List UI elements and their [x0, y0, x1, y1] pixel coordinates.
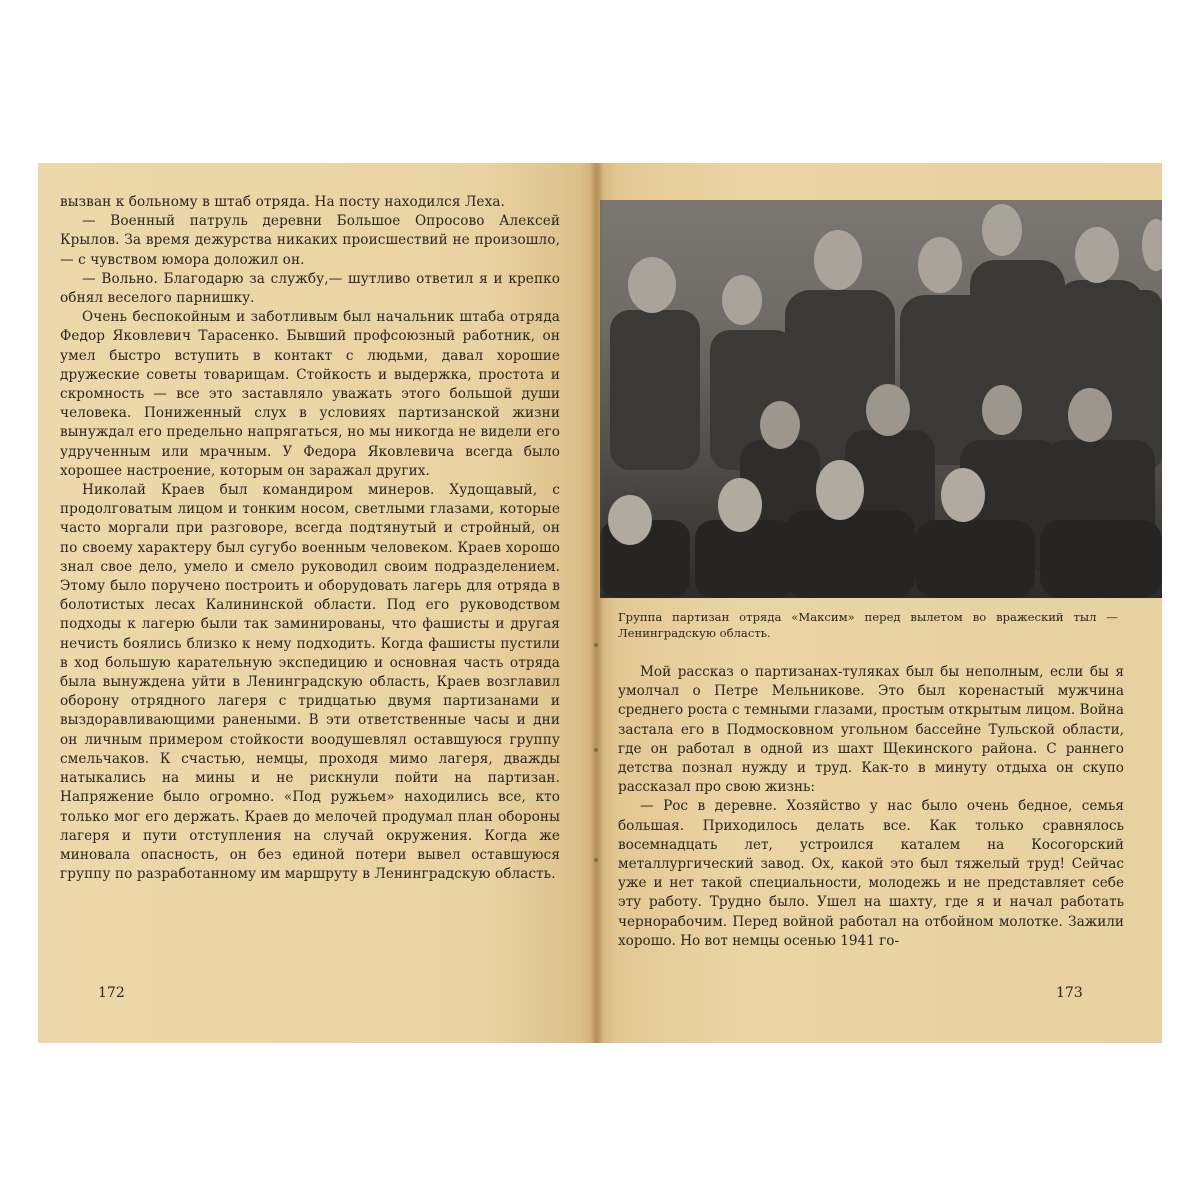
paragraph: — Рос в деревне. Хозяйство у нас было очень бедное, семья большая. Приходилось делать все. Как только сравнялось восемнадцать лет, устроился каталем на Косогорский металлургический завод. Ох, какой это был тяжелый труд! Сейчас уже и нет такой специальности, молодежь и не представляет себе эту работу. Трудно было. Ушел на шахту, где я и начал работать чернорабочим. Перед войной работал на отбойном молотке. Зажили хорошо. Но вот немцы осенью 1941 го-	[618, 798, 1124, 949]
page-number-left: 172	[98, 985, 125, 1001]
paragraph: Николай Краев был командиром минеров. Худощавый, с продолговатым лицом и тонким носом, светлыми глазами, которые часто моргали при разговоре, всегда подтянутый и стройный, он по своему характеру был сугубо военным человеком. Краев хорошо знал свое дело, умело и смело руководил своим подразделением. Этому было поручено построить и оборудовать лагерь для отряда в болотистых лесах Калининской области. Под его руководством подходы к лагерю были так заминированы, что фашисты и другая нечисть боялись близко к нему подходить. Когда фашисты пустили в ход большую карательную экспедицию и основная часть отряда была вынуждена уйти в Ленинградскую область, Краев возглавил оборону отрядного лагеря с тридцатью двумя партизанами и выздоравливающими ранеными. В эти ответственные часы и дни он личным примером стойкости воодушевлял оставшуюся группу смельчаков. К счастью, немцы, проходя мимо лагеря, дважды натыкались на мины и не рискнули пойти на партизан. Напряжение было огромно. «Под ружьем» находились все, кто только мог его держать. Краев до мелочей продумал план обороны лагеря и пути отступления на случай окружения. Когда же миновала опасность, он без единой потери вывел оставшуюся группу по разработанному им маршруту в Ленинградскую область.	[60, 482, 560, 883]
book-spread	[38, 163, 1162, 1043]
paragraph: вызван к больному в штаб отряда. На посту находился Леха.	[60, 194, 505, 210]
paragraph: — Вольно. Благодарю за службу,— шутливо ответил я и крепко обнял веселого парнишку.	[60, 270, 560, 307]
photo-caption: Группа партизан отряда «Максим» перед вылетом во вражеский тыл — Ленинградскую область.	[618, 610, 1118, 640]
group-photo	[600, 200, 1162, 598]
binding-stitch	[594, 858, 598, 862]
paragraph: Очень беспокойным и заботливым был начальник штаба отряда Федор Яковлевич Тарасенко. Бывший профсоюзный работник, он умел быстро вступить в контакт с людьми, давал хорошие дружеские советы товарищам. Стойкость и выдержка, простота и скромность — все это заставляло уважать этого большой души человека. Пониженный слух в условиях партизанской жизни вынуждал его предельно напрягаться, но мы никогда не видели его удрученным или мрачным. У Федора Яковлевича всегда было хорошее настроение, которым он заражал других.	[60, 309, 560, 479]
binding-stitch	[594, 643, 598, 647]
left-page	[38, 163, 596, 1043]
book-gutter	[590, 163, 604, 1043]
paragraph: Мой рассказ о партизанах-туляках был бы неполным, если бы я умолчал о Петре Мельникове. Это был коренастый мужчина среднего роста с темными глазами, простым открытым лицом. Война застала его в Подмосковном угольном бассейне Тульской области, где он работал в одной из шахт Щекинского района. С раннего детства познал нужду и труд. Как-то в минуту отдыха он скупо рассказал про свою жизнь:	[618, 664, 1124, 796]
right-page	[596, 163, 1162, 1043]
left-page-text	[60, 193, 560, 884]
right-page-text	[618, 663, 1124, 951]
paragraph: — Военный патруль деревни Большое Опросово Алексей Крылов. За время дежурства никаких происшествий не произошло,— с чувством юмора доложил он.	[60, 213, 560, 268]
binding-stitch	[594, 748, 598, 752]
page-number-right: 173	[1056, 985, 1083, 1001]
photo-image	[600, 200, 1162, 598]
